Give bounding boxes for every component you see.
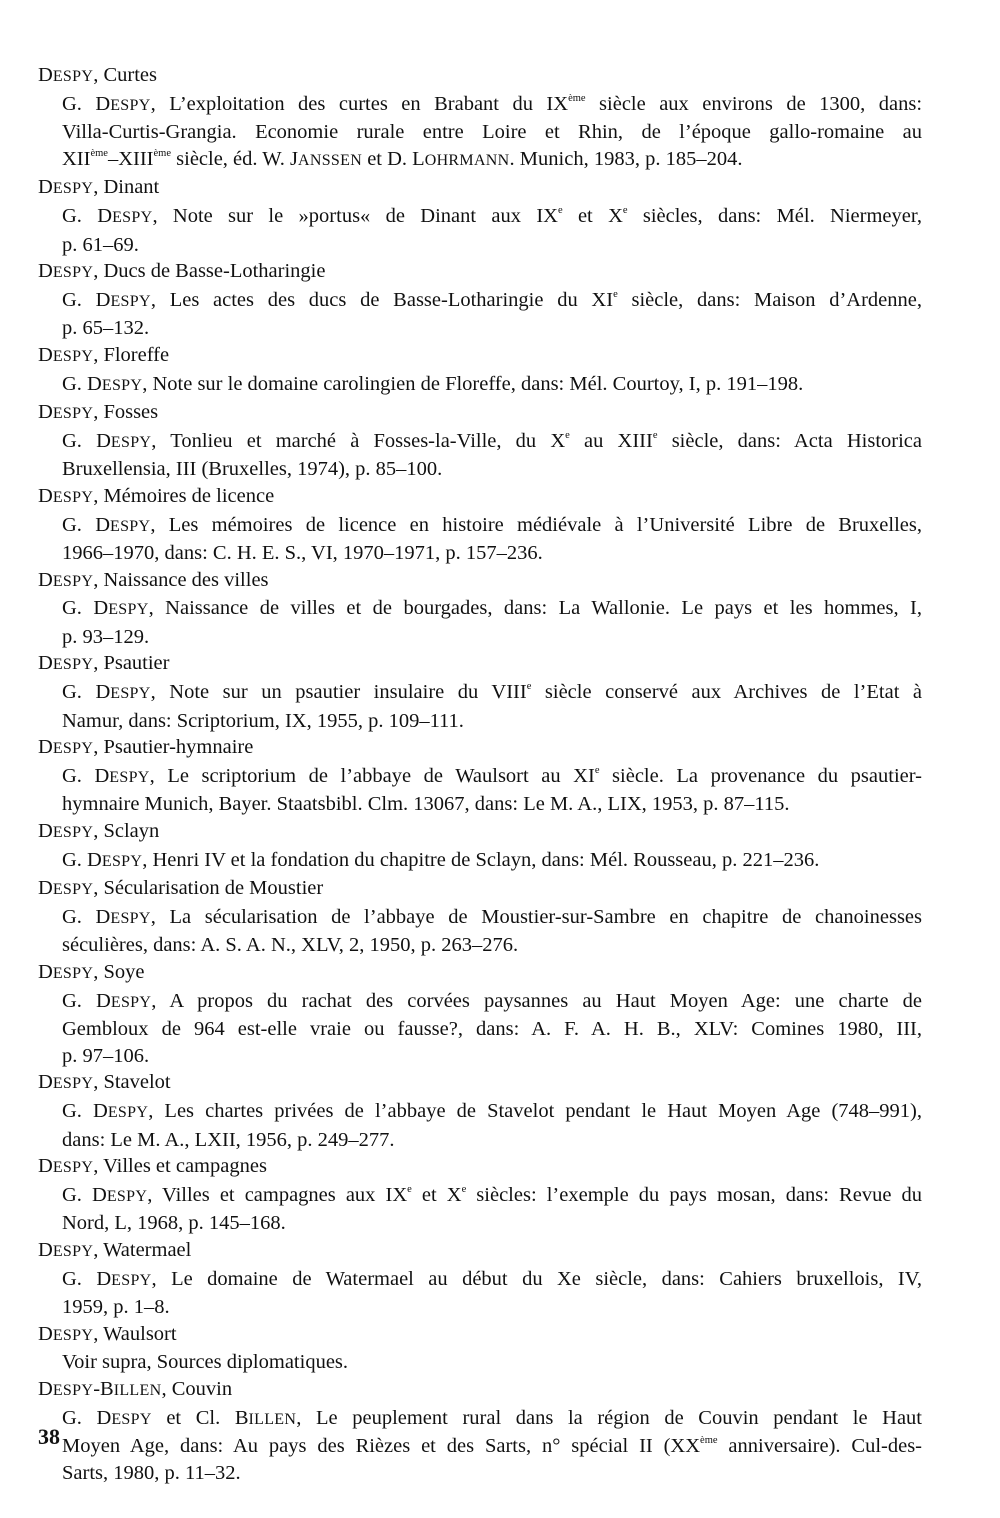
bibliography-entry xyxy=(38,174,922,258)
entry-citation xyxy=(38,763,922,818)
entry-heading: DESPY, Villes et campagnes xyxy=(38,1155,267,1178)
citation-line: Bruxellensia, III (Bruxelles, 1974), p. 85–100. xyxy=(62,458,443,481)
entry-citation xyxy=(38,1098,922,1153)
entry-citation xyxy=(38,287,922,342)
bibliography-entry xyxy=(38,567,922,651)
entry-heading: DESPY, Psautier xyxy=(38,652,170,675)
entry-heading: DESPY, Psautier-hymnaire xyxy=(38,736,254,759)
citation-line: p. 93–129. xyxy=(62,625,150,648)
citation-line: G. DESPY, Henri IV et la fondation du chapitre de Sclayn, dans: Mél. Rousseau, p. 221–236. xyxy=(62,848,820,871)
citation-line: Namur, dans: Scriptorium, IX, 1955, p. 109–111. xyxy=(62,709,464,732)
entry-heading: DESPY, Soye xyxy=(38,961,145,983)
bibliography-entry xyxy=(38,62,922,174)
citation-line: G. DESPY, Les actes des ducs de Basse-Lotharingie du XIe siècle, dans: Maison d’Ardenne, xyxy=(62,288,923,311)
citation-line: séculières, dans: A. S. A. N., XLV, 2, 1950, p. 263–276. xyxy=(62,934,519,957)
entry-heading: DESPY, Sécularisation de Moustier xyxy=(38,877,324,900)
entry-heading: DESPY, Ducs de Basse-Lotharingie xyxy=(38,260,326,283)
bibliography-entry xyxy=(38,1069,922,1153)
bibliography-entry xyxy=(38,258,922,342)
citation-line: G. DESPY, Tonlieu et marché à Fosses-la-Ville, du Xe au XIIIe siècle, dans: Acta Historica xyxy=(62,429,923,452)
entry-citation xyxy=(38,847,922,876)
entry-heading: DESPY, Naissance des villes xyxy=(38,568,269,591)
bibliography-list xyxy=(38,62,922,1486)
citation-line: G. DESPY, Naissance de villes et de bourgades, dans: La Wallonie. Le pays et les hommes, I, xyxy=(62,597,923,620)
citation-line: dans: Le M. A., LXII, 1956, p. 249–277. xyxy=(62,1128,395,1151)
citation-line: G. DESPY, L’exploitation des curtes en Brabant du IXème siècle aux environs de 1300, dans: xyxy=(62,92,923,115)
entry-heading: DESPY, Fosses xyxy=(38,401,159,424)
citation-line: Moyen Age, dans: Au pays des Rièzes et des Sarts, n° spécial II (XXème anniversaire). Cul-des- xyxy=(62,1435,922,1458)
bibliography-entry xyxy=(38,959,922,1069)
bibliography-entry xyxy=(38,1153,922,1237)
entry-heading: DESPY, Curtes xyxy=(38,64,157,86)
citation-line: G. DESPY, Villes et campagnes aux IXe et Xe siècles: l’exemple du pays mosan, dans: Revue du xyxy=(62,1183,922,1206)
entry-citation xyxy=(38,203,922,258)
entry-citation xyxy=(38,91,922,175)
entry-heading: DESPY-BILLEN, Couvin xyxy=(38,1377,233,1400)
citation-line: p. 65–132. xyxy=(62,317,150,340)
entry-heading: DESPY, Floreffe xyxy=(38,343,170,366)
citation-line: Nord, L, 1968, p. 145–168. xyxy=(62,1212,286,1235)
entry-citation xyxy=(38,512,922,567)
bibliography-entry xyxy=(38,734,922,818)
entry-citation xyxy=(38,1182,922,1237)
bibliography-entry xyxy=(38,399,922,483)
entry-citation xyxy=(38,904,922,959)
citation-line: Voir supra, Sources diplomatiques. xyxy=(62,1351,349,1374)
bibliography-entry xyxy=(38,483,922,567)
citation-line: G. DESPY, Les chartes privées de l’abbaye de Stavelot pendant le Haut Moyen Age (748–991), xyxy=(62,1099,922,1122)
citation-line: G. DESPY, A propos du rachat des corvées paysannes au Haut Moyen Age: une charte de xyxy=(62,989,923,1012)
citation-line: Gembloux de 964 est-elle vraie ou fausse?, dans: A. F. A. H. B., XLV: Comines 1980, III, xyxy=(62,1018,922,1041)
citation-line: p. 97–106. xyxy=(62,1044,150,1067)
citation-line: XIIème–XIIIème siècle, éd. W. JANSSEN et D. LOHRMANN. Munich, 1983, p. 185–204. xyxy=(62,147,743,170)
citation-line: p. 61–69. xyxy=(62,233,139,256)
entry-heading: DESPY, Dinant xyxy=(38,176,160,199)
entry-citation xyxy=(38,1266,922,1321)
entry-citation xyxy=(38,595,922,650)
entry-heading: DESPY, Waulsort xyxy=(38,1322,177,1345)
citation-line: G. DESPY, Le scriptorium de l’abbaye de Waulsort au XIe siècle. La provenance du psautier- xyxy=(62,764,922,787)
entry-heading: DESPY, Sclayn xyxy=(38,820,160,843)
citation-line: G. DESPY et Cl. BILLEN, Le peuplement rural dans la région de Couvin pendant le Haut xyxy=(62,1406,922,1429)
entry-citation xyxy=(38,679,922,734)
entry-citation xyxy=(38,1349,922,1376)
page-number: 38 xyxy=(38,1424,60,1449)
bibliography-entry xyxy=(38,1376,922,1486)
bibliography-entry xyxy=(38,875,922,959)
entry-citation xyxy=(38,371,922,400)
citation-line: G. DESPY, Note sur un psautier insulaire du VIIIe siècle conservé aux Archives de l’Etat à xyxy=(62,681,923,704)
citation-line: Villa-Curtis-Grangia. Economie rurale entre Loire et Rhin, de l’époque gallo-romaine au xyxy=(62,121,922,144)
citation-line: G. DESPY, Note sur le »portus« de Dinant aux IXe et Xe siècles, dans: Mél. Niermeyer, xyxy=(62,204,922,227)
citation-line: G. DESPY, La sécularisation de l’abbaye de Moustier-sur-Sambre en chapitre de chanoinesses xyxy=(62,905,923,928)
citation-line: 1966–1970, dans: C. H. E. S., VI, 1970–1971, p. 157–236. xyxy=(62,542,543,565)
bibliography-entry xyxy=(38,342,922,399)
citation-line: hymnaire Munich, Bayer. Staatsbibl. Clm. 13067, dans: Le M. A., LIX, 1953, p. 87–115. xyxy=(62,793,790,816)
bibliography-entry xyxy=(38,650,922,734)
bibliography-entry xyxy=(38,1321,922,1376)
bibliography-entry xyxy=(38,818,922,875)
entry-heading: DESPY, Mémoires de licence xyxy=(38,484,275,507)
bibliography-entry xyxy=(38,1237,922,1321)
entry-citation xyxy=(38,988,922,1070)
entry-citation xyxy=(38,1405,922,1487)
entry-heading: DESPY, Watermael xyxy=(38,1238,192,1261)
citation-line: G. DESPY, Les mémoires de licence en histoire médiévale à l’Université Libre de Bruxelles, xyxy=(62,513,923,536)
entry-heading: DESPY, Stavelot xyxy=(38,1071,171,1094)
citation-line: 1959, p. 1–8. xyxy=(62,1296,170,1319)
citation-line: G. DESPY, Le domaine de Watermael au début du Xe siècle, dans: Cahiers bruxellois, IV, xyxy=(62,1267,922,1290)
citation-line: G. DESPY, Note sur le domaine carolingien de Floreffe, dans: Mél. Courtoy, I, p. 191–198. xyxy=(62,372,804,395)
entry-citation xyxy=(38,428,922,483)
citation-line: Sarts, 1980, p. 11–32. xyxy=(62,1461,241,1484)
